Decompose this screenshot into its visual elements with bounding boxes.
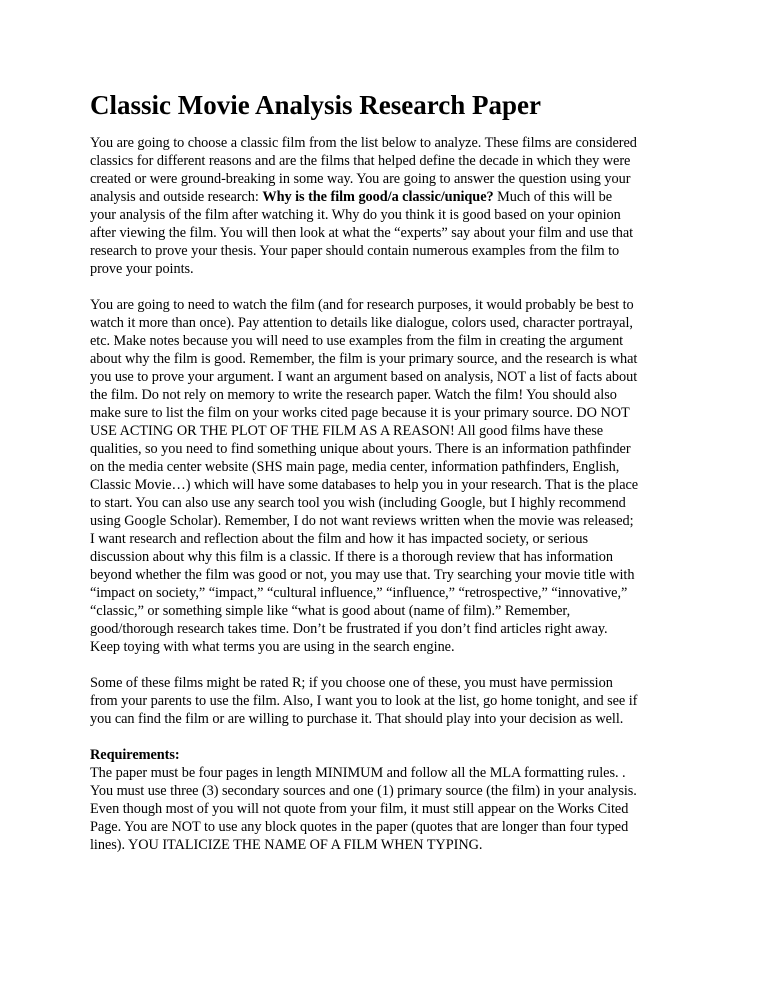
text-line: research to prove your thesis. Your paper should contain numerous examples from the film to (90, 243, 620, 259)
text-line: “classic,” or something simple like “what is good about (name of film).” Remember, (90, 603, 571, 619)
text-line (90, 188, 684, 206)
text-line: “impact on society,” “impact,” “cultural influence,” “influence,” “retrospective,” “innovative,” (90, 585, 628, 601)
text-line: created or were ground-breaking in some way. You are going to answer the question using your (90, 171, 631, 187)
text-line: lines). YOU ITALICIZE THE NAME OF A FILM WHEN TYPING. (90, 837, 483, 853)
text-line: beyond whether the film was good or not, you may use that. Try searching your movie title with (90, 567, 635, 583)
text-line: on the media center website (SHS main page, media center, information pathfinders, English, (90, 459, 620, 475)
text-line: I want research and reflection about the film and how it has impacted society, or serious (90, 531, 589, 547)
text-line: after viewing the film. You will then look at what the “experts” say about your film and use that (90, 225, 634, 241)
text-line: to start. You can also use any search tool you wish (including Google, but I highly recommend (90, 495, 626, 511)
text-line: using Google Scholar). Remember, I do not want reviews written when the movie was released; (90, 513, 634, 529)
text-line: watch it more than once). Pay attention to details like dialogue, colors used, character portrayal, (90, 315, 633, 331)
text-line: discussion about why this film is a classic. If there is a thorough review that has information (90, 549, 613, 565)
text-line: good/thorough research takes time. Don’t be frustrated if you don’t find articles right away. (90, 621, 608, 637)
text-line: prove your points. (90, 261, 194, 277)
text-line: USE ACTING OR THE PLOT OF THE FILM AS A REASON! All good films have these (90, 423, 604, 439)
text-line: etc. Make notes because you will need to use examples from the film in creating the argument (90, 333, 624, 349)
requirements-heading: Requirements: (90, 747, 180, 763)
text-segment: analysis and outside research: (90, 189, 263, 205)
text-line: you can find the film or are willing to purchase it. That should play into your decision as well. (90, 711, 624, 727)
text-line: you use to prove your argument. I want an argument based on analysis, NOT a list of facts about (90, 369, 638, 385)
text-line: from your parents to use the film. Also, I want you to look at the list, go home tonight, and see if (90, 693, 638, 709)
text-line: the film. Do not rely on memory to write the research paper. Watch the film! You should also (90, 387, 617, 403)
document-page (90, 90, 684, 872)
text-line: You are going to need to watch the film (and for research purposes, it would probably be best to (90, 297, 634, 313)
text-line: your analysis of the film after watching it. Why do you think it is good based on your opinion (90, 207, 621, 223)
text-line: qualities, so you need to find something unique about yours. There is an information pathfinder (90, 441, 631, 457)
requirements-section (90, 746, 684, 854)
text-line: You must use three (3) secondary sources and one (1) primary source (the film) in your analysis. (90, 783, 637, 799)
text-line: Keep toying with what terms you are using in the search engine. (90, 639, 455, 655)
key-question: Why is the film good/a classic/unique? (262, 189, 494, 205)
page-title: Classic Movie Analysis Research Paper (90, 90, 541, 120)
text-segment: Much of this will be (493, 189, 613, 205)
text-line: Page. You are NOT to use any block quotes in the paper (quotes that are longer than four typed (90, 819, 629, 835)
text-line: make sure to list the film on your works cited page because it is your primary source. DO NOT (90, 405, 630, 421)
paragraph-permission (90, 674, 684, 728)
text-line: Classic Movie…) which will have some databases to help you in your research. That is the place (90, 477, 639, 493)
text-line: Even though most of you will not quote from your film, it must still appear on the Works Cited (90, 801, 629, 817)
text-line: about why the film is good. Remember, the film is your primary source, and the research is what (90, 351, 638, 367)
paragraph-instructions (90, 296, 684, 656)
paragraph-intro (90, 134, 684, 278)
text-line: Some of these films might be rated R; if you choose one of these, you must have permission (90, 675, 613, 691)
text-line: classics for different reasons and are the films that helped define the decade in which they were (90, 153, 631, 169)
text-line: You are going to choose a classic film from the list below to analyze. These films are considered (90, 135, 637, 151)
text-line: The paper must be four pages in length MINIMUM and follow all the MLA formatting rules. . (90, 765, 626, 781)
